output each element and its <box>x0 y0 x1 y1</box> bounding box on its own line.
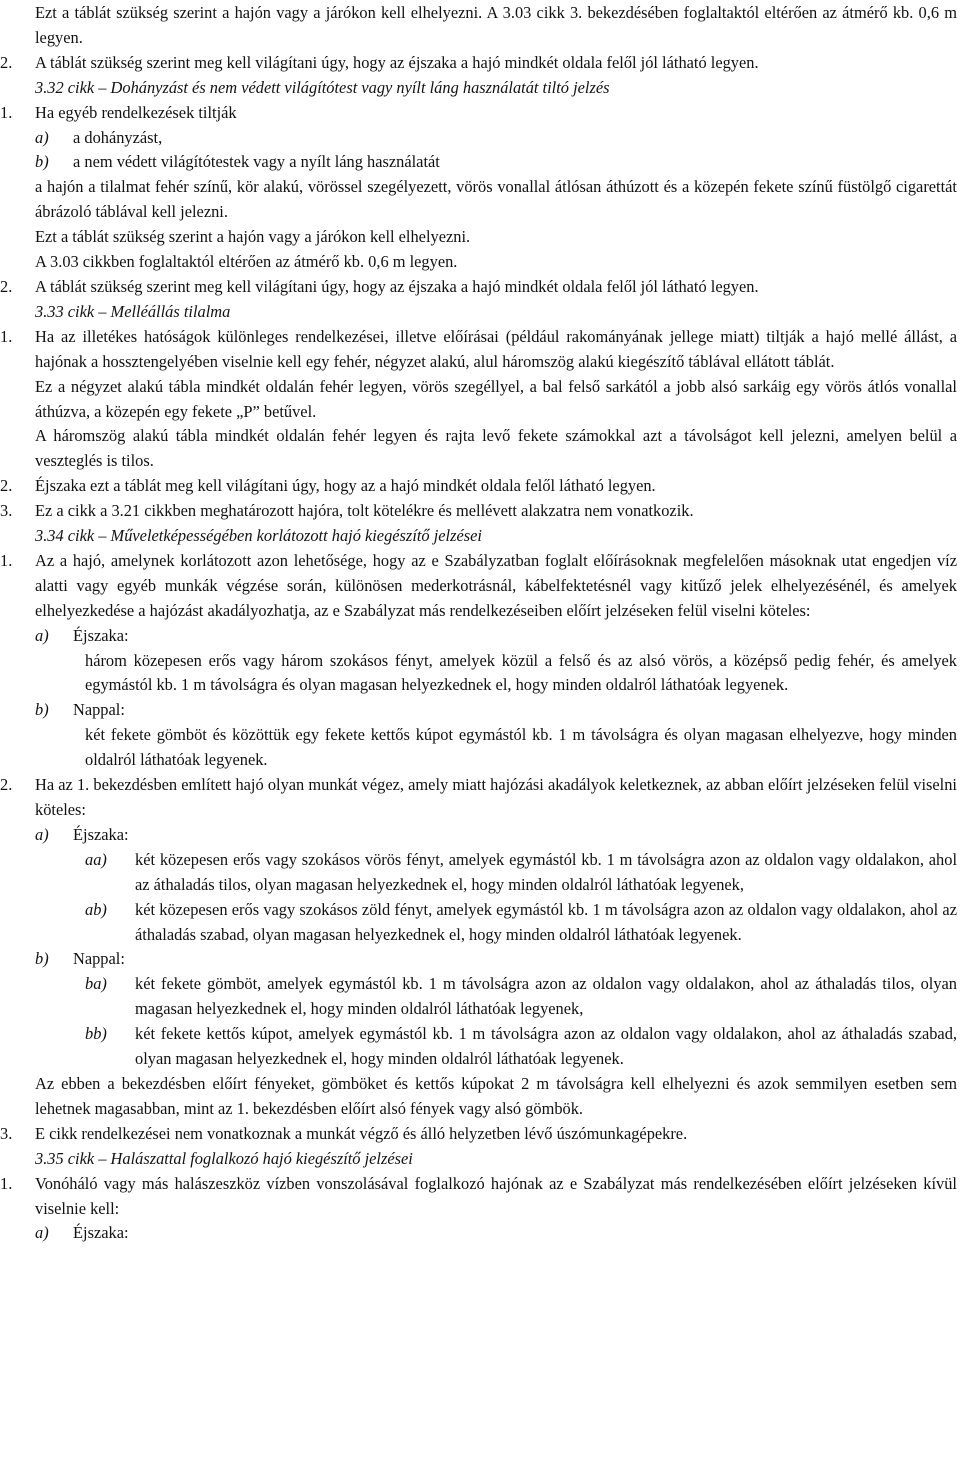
list-item <box>35 150 957 175</box>
list-text: Éjszaka: <box>73 1223 129 1243</box>
list-item-body: két fekete gömböt és közöttük egy fekete kettős kúpot egymástól kb. 1 m távolságra és olyan magasan elhelyezve, hogy minden oldalról láthatóak legyenek. <box>85 725 957 770</box>
paragraph-text: Éjszaka ezt a táblát meg kell világítani úgy, hogy az a hajó mindkét oldala felől látható legyen. <box>35 476 656 496</box>
paragraph-text: A táblát szükség szerint meg kell világítani úgy, hogy az éjszaka a hajó mindkét oldala felől jól látható legyen. <box>35 276 759 296</box>
paragraph: A háromszög alakú tábla mindkét oldalán fehér legyen és rajta levő fekete számokkal azt a távolságot kell jelezni, amelyen belül a veszteglés is tilos. <box>35 426 957 471</box>
sub-list-item <box>35 898 957 948</box>
paragraph-number: 2. <box>0 775 13 795</box>
numbered-paragraph <box>0 325 957 375</box>
article-heading-3-33: 3.33 cikk – Melléállás tilalma <box>35 301 231 321</box>
list-text: Éjszaka: <box>73 625 129 645</box>
paragraph-text: Ez a cikk a 3.21 cikkben meghatározott hajóra, tolt kötelékre és mellévett alakzatra nem vonatkozik. <box>35 501 694 521</box>
paragraph-number: 2. <box>0 476 13 496</box>
sub-list-text: két közepesen erős vagy szokásos zöld fényt, amelyek egymástól kb. 1 m távolságra azon az oldalon vagy oldalakon, ahol az áthaladás szabad, olyan magasan helyezkednek el, hogy minden oldalról láthatóak legyenek. <box>135 899 957 944</box>
sub-list-item <box>35 1022 957 1072</box>
list-label: b) <box>35 152 49 172</box>
list-item-body: három közepesen erős vagy három szokásos fényt, amelyek közül a felső és az alsó vörös, a középső pedig fehér, és amelyek egymástól kb. 1 m távolságra és olyan magasan helyezkednek el, hogy minden oldalról láthatóak legyenek. <box>85 650 957 695</box>
list-label: b) <box>35 949 49 969</box>
list-item <box>35 698 957 723</box>
paragraph-number: 3. <box>0 1123 13 1143</box>
sub-list-item <box>35 848 957 898</box>
list-text: a dohányzást, <box>73 127 163 147</box>
numbered-paragraph <box>0 1172 957 1222</box>
article-heading-3-35: 3.35 cikk – Halászattal foglalkozó hajó kiegészítő jelzései <box>35 1148 413 1168</box>
paragraph-text: A táblát szükség szerint meg kell világítani úgy, hogy az éjszaka a hajó mindkét oldala felől jól látható legyen. <box>35 52 759 72</box>
paragraph: A 3.03 cikkben foglaltaktól eltérően az átmérő kb. 0,6 m legyen. <box>35 252 458 272</box>
list-text: Éjszaka: <box>73 824 129 844</box>
list-item <box>35 126 957 151</box>
document-page <box>0 1 957 1246</box>
sub-list-text: két közepesen erős vagy szokásos vörös fényt, amelyek egymástól kb. 1 m távolságra azon az oldalon vagy oldalakon, ahol az áthaladás tilos, olyan magasan helyezkednek el, hogy minden oldalról láthatóak legyenek, <box>135 849 957 894</box>
sub-list-label: aa) <box>85 849 107 869</box>
sub-list-label: ab) <box>85 899 107 919</box>
article-heading-3-34: 3.34 cikk – Műveletképességében korlátozott hajó kiegészítő jelzései <box>35 526 482 546</box>
list-text: Nappal: <box>73 949 125 969</box>
sub-list-label: ba) <box>85 974 107 994</box>
paragraph-text: Az a hajó, amelynek korlátozott azon lehetősége, hogy az e Szabályzatban foglalt előírásoknak megfelelően másoknak utat engedjen víz alatti vagy egyéb munkák végzése során, különösen mederkotrásnál, kábelfektetésnél vagy kitűző jelek elhelyezésénél, és amelyek elhelyezkedése a hajózást akadályozhatja, az e Szabályzat más rendelkezéseiben előírt jelzéseken felül viselni köteles: <box>35 550 957 620</box>
paragraph-text: Ha az 1. bekezdésben említett hajó olyan munkát végez, amely miatt hajózási akadályok keletkeznek, az abban előírt jelzéseken felül viselni köteles: <box>35 775 957 819</box>
paragraph: a hajón a tilalmat fehér színű, kör alakú, vörössel szegélyezett, vörös vonallal átlósan áthúzott és a közepén fekete színű füstölgő cigarettát ábrázoló táblával kell jelezni. <box>35 177 957 222</box>
paragraph-number: 3. <box>0 501 13 521</box>
sub-list-text: két fekete gömböt, amelyek egymástól kb. 1 m távolságra azon az oldalon vagy oldalakon, ahol az áthaladás tilos, olyan magasan helyezkednek el, hogy minden oldalról láthatóak legyenek, <box>135 974 957 1019</box>
paragraph: Ezt a táblát szükség szerint a hajón vagy a járókon kell elhelyezni. <box>35 227 471 247</box>
paragraph-number: 1. <box>0 550 13 570</box>
sub-list-label: bb) <box>85 1024 107 1044</box>
sub-list-text: két fekete kettős kúpot, amelyek egymástól kb. 1 m távolságra azon az oldalon vagy oldalakon, ahol az áthaladás szabad, olyan magasan helyezkednek el, hogy minden oldalról láthatóak legyenek. <box>135 1024 957 1069</box>
paragraph-number: 1. <box>0 326 13 346</box>
list-label: a) <box>35 127 49 147</box>
numbered-paragraph <box>0 51 957 76</box>
paragraph-number: 2. <box>0 276 13 296</box>
list-label: a) <box>35 625 49 645</box>
paragraph-text: Ha egyéb rendelkezések tiltják <box>35 102 237 122</box>
paragraph-text: E cikk rendelkezései nem vonatkoznak a munkát végző és álló helyzetben lévő úszómunkagépekre. <box>35 1123 688 1143</box>
list-text: a nem védett világítótestek vagy a nyílt láng használatát <box>73 152 440 172</box>
paragraph-number: 2. <box>0 52 13 72</box>
paragraph: Ezt a táblát szükség szerint a hajón vagy a járókon kell elhelyezni. A 3.03 cikk 3. bekezdésében foglaltaktól eltérően az átmérő kb. 0,6 m legyen. <box>35 3 957 47</box>
numbered-paragraph <box>0 773 957 823</box>
list-label: a) <box>35 1223 49 1243</box>
numbered-paragraph <box>0 1122 957 1147</box>
paragraph: Az ebben a bekezdésben előírt fényeket, gömböket és kettős kúpokat 2 m távolságra kell elhelyezni és azok semmilyen esetben sem lehetnek magasabban, mint az 1. bekezdésben előírt alsó fények vagy alsó gömbök. <box>35 1073 957 1118</box>
list-item <box>35 823 957 848</box>
numbered-paragraph <box>0 474 957 499</box>
list-label: b) <box>35 700 49 720</box>
numbered-paragraph <box>0 549 957 624</box>
paragraph-text: Ha az illetékes hatóságok különleges rendelkezései, illetve előírásai (például rakományának jellege miatt) tiltják a hajó mellé állást, a hajónak a hossztengelyében viselnie kell egy fehér, négyzet alakú, alul háromszög alakú kiegészítő táblával ellátott táblát. <box>35 326 957 371</box>
paragraph-number: 1. <box>0 102 13 122</box>
numbered-paragraph <box>0 499 957 524</box>
list-text: Nappal: <box>73 700 125 720</box>
list-item <box>35 1221 957 1246</box>
article-heading-3-32: 3.32 cikk – Dohányzást és nem védett világítótest vagy nyílt láng használatát tiltó jelzés <box>35 77 610 97</box>
paragraph-number: 1. <box>0 1173 13 1193</box>
list-item <box>35 624 957 649</box>
numbered-paragraph <box>0 101 957 126</box>
paragraph: Ez a négyzet alakú tábla mindkét oldalán fehér legyen, vörös szegéllyel, a bal felső sarkától a jobb alsó sarkáig egy vörös átlós vonallal áthúzva, a közepén egy fekete „P” betűvel. <box>35 376 957 421</box>
sub-list-item <box>35 972 957 1022</box>
numbered-paragraph <box>0 275 957 300</box>
paragraph-text: Vonóháló vagy más halászeszköz vízben vonszolásával foglalkozó hajónak az e Szabályzat más rendelkezésében előírt jelzéseken kívül viselnie kell: <box>35 1173 957 1218</box>
list-item <box>35 947 957 972</box>
list-label: a) <box>35 824 49 844</box>
